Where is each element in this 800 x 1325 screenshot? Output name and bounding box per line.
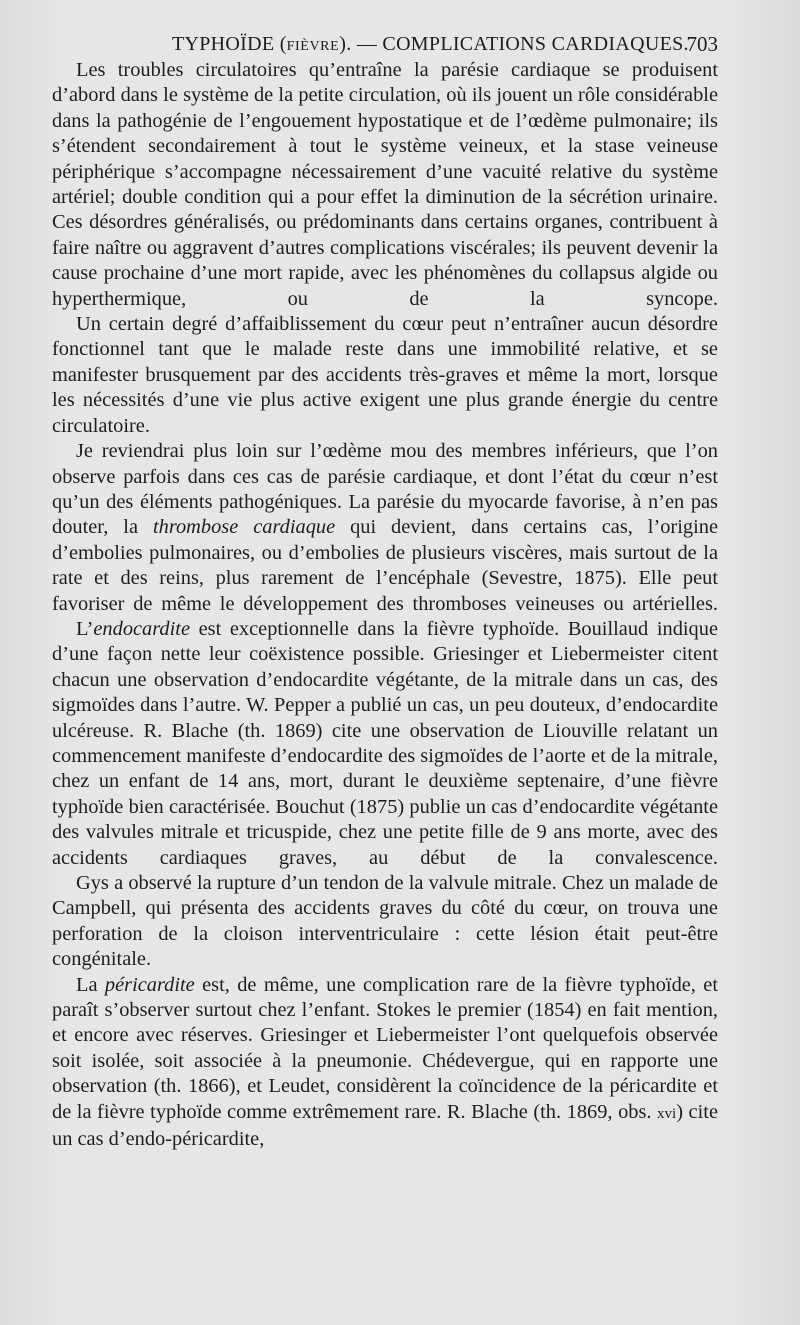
paragraph-circulatory-troubles: Les troubles circulatoires qu’entraîne la parésie cardiaque se produisent d’abord dans le système de la petite circulation, où ils jouent un rôle considérable dans la pathogénie de l’engouement hypostatique et de l’œdème pulmonaire; ils s’étendent secondairement à tout le système veineux, et la stase veineuse périphérique s’accompagne nécessairement d’une vacuité relative du système artériel; double condition qui a pour effet la diminution de la sécrétion urinaire. Ces désordres généralisés, ou prédominants dans certains organes, contribuent à faire naître ou aggravent d’autres complications viscérales; ils peuvent devenir la cause prochaine d’une mort rapide, avec les phénomènes du collapsus algide ou hyperthermique, ou de la syncope. [52, 59, 718, 310]
paragraph-endocarditis: L’endocardite est exceptionnelle dans la fièvre typhoïde. Bouillaud indique d’une façon nette leur coëxistence possible. Griesinger et Liebermeister citent chacun une observation d’endocardite végétante, de la mitrale dans un cas, des sigmoïdes dans l’autre. W. Pepper a publié un cas, un peu douteux, d’endocardite ulcéreuse. R. Blache (th. 1869) cite une observation de Liouville relatant un commencement manifeste d’endocardite des sigmoïdes de l’aorte et de la mitrale, chez un enfant de 14 ans, mort, durant le deuxième septenaire, d’une fièvre typhoïde bien caractérisée. Bouchut (1875) publie un cas d’endocardite végétante des valvules mitrale et tricuspide, chez une petite fille de 9 ans morte, avec des accidents cardiaques graves, au début de la convalescence. [52, 617, 718, 869]
running-title: TYPHOÏDE (FIÈVRE). — COMPLICATIONS CARDIAQUES. [172, 33, 689, 55]
paragraph-pericarditis: La péricardite est, de même, une complication rare de la fièvre typhoïde, et paraît s’observer surtout chez l’enfant. Stokes le premier (1854) en fait mention, et encore avec réserves. Griesinger et Liebermeister l’ont quelquefois observée soit isolée, soit associée à la pneumonie. Chédevergue, qui en rapporte une observation (th. 1866), et Leudet, considèrent la coïncidence de la péricardite et de la fièvre typhoïde comme extrêmement rare. R. Blache (th. 1869, obs. xvi) cite un cas d’endo-péricardite, [52, 973, 718, 1151]
term-thrombose-cardiaque: thrombose cardiaque [152, 516, 336, 539]
body-text [52, 58, 718, 1152]
page-number: 703 [686, 32, 718, 56]
paragraph-cardiac-thrombosis: Je reviendrai plus loin sur l’œdème mou des membres inférieurs, que l’on observe parfois dans ces cas de parésie cardiaque, et dont l’état du cœur n’est qu’un des éléments pathogéniques. La parésie du myocarde favorise, à n’en pas douter, la thrombose cardiaque qui devient, dans certains cas, l’origine d’embolies pulmonaires, ou d’embolies de plusieurs viscères, mais surtout de la rate et des reins, plus rarement de l’encéphale (Sevestre, 1875). Elle peut favoriser de même le développement des thromboses veineuses ou artérielles. [52, 440, 718, 615]
term-endocardite: endocardite [93, 617, 191, 640]
paragraph-tendon-rupture: Gys a observé la rupture d’un tendon de la valvule mitrale. Chez un malade de Campbell, qui présenta des accidents graves du côté du cœur, on trouva une perforation de la cloison interventriculaire : cette lésion était peut-être congénitale. [52, 872, 718, 971]
paragraph-heart-weakness: Un certain degré d’affaiblissement du cœur peut n’entraîner aucun désordre fonctionnel tant que le malade reste dans une immobilité relative, et se manifester brusquement par des accidents très-graves et même la mort, lorsque les nécessités d’une vie plus active exigent une plus grande énergie du centre circulatoire. [52, 313, 718, 437]
running-header [52, 31, 718, 57]
term-pericardite: péricardite [104, 973, 195, 996]
